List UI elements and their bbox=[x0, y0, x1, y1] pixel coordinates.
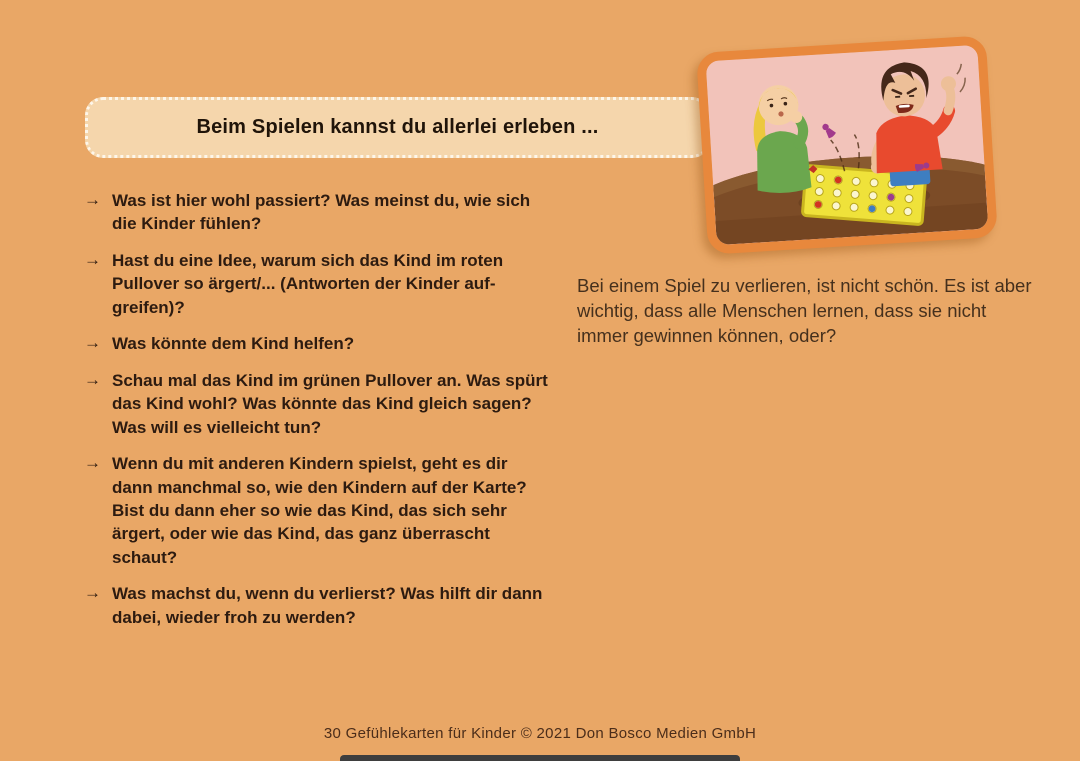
illustration-children-board-game bbox=[696, 35, 998, 254]
question-text: Hast du eine Idee, warum sich das Kind im roten Pullover so ärgert/... (Antworten der Kinder aufgreifen)? bbox=[112, 250, 504, 317]
page-title: Beim Spielen kannst du allerlei erleben ... bbox=[196, 116, 599, 138]
arrow-bullet-icon: → bbox=[84, 453, 101, 473]
question-text: Was machst du, wenn du verlierst? Was hilft dir dann dabei, wieder froh zu werden? bbox=[112, 584, 543, 627]
list-item bbox=[84, 452, 552, 569]
question-list bbox=[84, 189, 552, 642]
footer-credit: 30 Gefühlekarten für Kinder © 2021 Don Bosco Medien GmbH bbox=[323, 725, 757, 742]
list-item bbox=[84, 582, 552, 629]
list-item bbox=[84, 369, 552, 439]
question-text: Schau mal das Kind im grünen Pullover an. Was spürt das Kind wohl? Was könnte das Kind gleich sagen? Was will es vielleicht tun? bbox=[112, 370, 548, 437]
arrow-bullet-icon: → bbox=[84, 369, 101, 389]
side-note-text: Bei einem Spiel zu verlieren, ist nicht schön. Es ist aber wichtig, dass alle Menschen lernen, dass sie nicht immer gewinnen können, oder? bbox=[577, 275, 1032, 347]
arrow-bullet-icon: → bbox=[84, 249, 101, 269]
arrow-bullet-icon: → bbox=[84, 583, 101, 603]
arrow-bullet-icon: → bbox=[84, 190, 101, 209]
question-text: Was ist hier wohl passiert? Was meinst du, wie sich die Kinder fühlen? bbox=[112, 191, 531, 234]
bottom-indicator-bar bbox=[340, 755, 740, 761]
arrow-bullet-icon: → bbox=[84, 333, 101, 353]
list-item bbox=[84, 249, 552, 319]
list-item bbox=[84, 189, 552, 236]
list-item bbox=[84, 332, 552, 355]
illustration-scene bbox=[706, 45, 989, 245]
question-text: Was könnte dem Kind helfen? bbox=[112, 334, 355, 354]
title-banner bbox=[85, 97, 710, 158]
question-text: Wenn du mit anderen Kindern spielst, geht es dir dann manchmal so, wie den Kindern auf der Karte? Bist du dann eher so wie das Kind, das sich sehr ärgert, oder wie das Kind, das ganz überrascht schaut? bbox=[112, 454, 527, 567]
